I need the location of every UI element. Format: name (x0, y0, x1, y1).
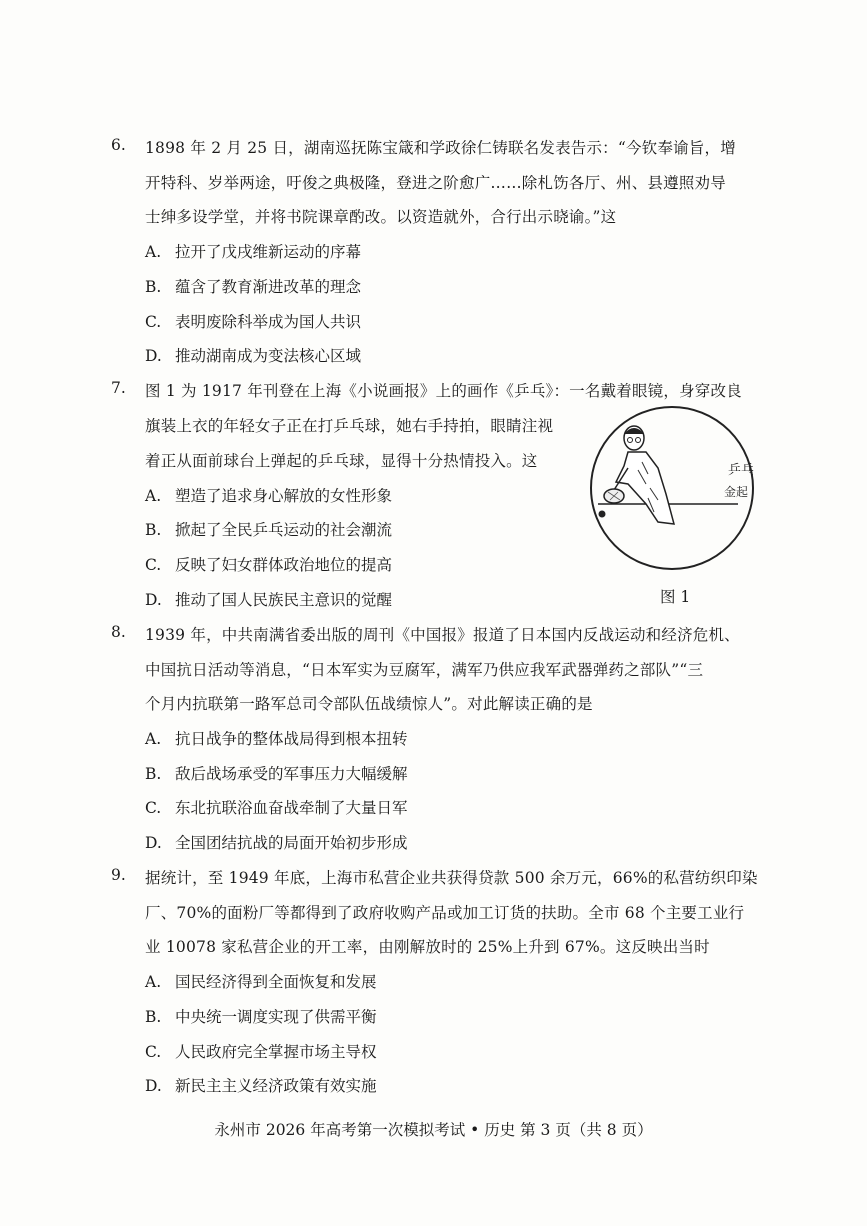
question-text-line: 中国抗日活动等消息，“日本军实为豆腐军，满军乃供应我军武器弹药之部队”“三 (145, 661, 704, 679)
question-text-line: 图 1 为 1917 年刊登在上海《小说画报》上的画作《乒乓》：一名戴着眼镜，身穿改良 (145, 382, 742, 400)
option-d: D. 推动湖南成为变法核心区域 (145, 347, 362, 365)
question-text-line: 据统计，至 1949 年底，上海市私营企业共获得贷款 500 余万元，66%的私营纺织印染 (145, 869, 758, 887)
ping-pong-drawing (588, 404, 756, 572)
option-d: D. 全国团结抗战的局面开始初步形成 (145, 834, 408, 852)
option-a: A. 拉开了戊戌维新运动的序幕 (145, 243, 362, 261)
question-number: 6. (111, 136, 126, 154)
question-text-line: 着正从面前球台上弹起的乒乓球，显得十分热情投入。这 (145, 452, 538, 470)
option-a: A. 国民经济得到全面恢复和发展 (145, 973, 377, 991)
option-a: A. 抗日战争的整体战局得到根本扭转 (145, 730, 408, 748)
question-number: 9. (111, 866, 126, 884)
option-a: A. 塑造了追求身心解放的女性形象 (145, 487, 393, 505)
option-c: C. 人民政府完全掌握市场主导权 (145, 1043, 377, 1061)
question-text-line: 业 10078 家私营企业的开工率，由刚解放时的 25%上升到 67%。这反映出当时 (145, 938, 710, 956)
page-footer: 永州市 2026 年高考第一次模拟考试 • 历史 第 3 页（共 8 页） (214, 1121, 653, 1139)
option-c: C. 表明废除科举成为国人共识 (145, 313, 362, 331)
option-b: B. 蕴含了教育渐进改革的理念 (145, 278, 362, 296)
option-b: B. 中央统一调度实现了供需平衡 (145, 1008, 377, 1026)
question-text-line: 1939 年，中共南满省委出版的周刊《中国报》报道了日本国内反战运动和经济危机、 (145, 626, 740, 644)
svg-text:金起: 金起 (724, 485, 749, 499)
option-b: B. 敌后战场承受的军事压力大幅缓解 (145, 765, 408, 783)
question-text-line: 个月内抗联第一路军总司令部队伍战绩惊人”。对此解读正确的是 (145, 695, 593, 713)
figure-1-illustration (588, 404, 756, 572)
option-b: B. 掀起了全民乒乓运动的社会潮流 (145, 521, 393, 539)
option-d: D. 推动了国人民族民主意识的觉醒 (145, 591, 393, 609)
figure-caption: 图 1 (660, 588, 691, 606)
question-text-line: 士绅多设学堂，并将书院课章酌改。以资造就外，合行出示晓谕。”这 (145, 208, 617, 226)
figure-signature: 乒乓 (728, 463, 755, 478)
question-text-line: 1898 年 2 月 25 日，湖南巡抚陈宝箴和学政徐仁铸联名发表告示：“今钦奉谕旨，增 (145, 139, 736, 157)
question-text-line: 厂、70%的面粉厂等都得到了政府收购产品或加工订货的扶助。全市 68 个主要工业行 (145, 904, 745, 922)
question-number: 7. (111, 379, 126, 397)
option-d: D. 新民主主义经济政策有效实施 (145, 1077, 377, 1095)
question-number: 8. (111, 623, 126, 641)
option-c: C. 反映了妇女群体政治地位的提高 (145, 556, 393, 574)
question-text-line: 旗装上衣的年轻女子正在打乒乓球，她右手持拍，眼睛注视 (145, 417, 554, 435)
option-c: C. 东北抗联浴血奋战牵制了大量日军 (145, 799, 408, 817)
question-text-line: 开特科、岁举两途，吁俊之典极隆，登进之阶愈广……除札饬各厅、州、县遵照劝导 (145, 174, 726, 192)
